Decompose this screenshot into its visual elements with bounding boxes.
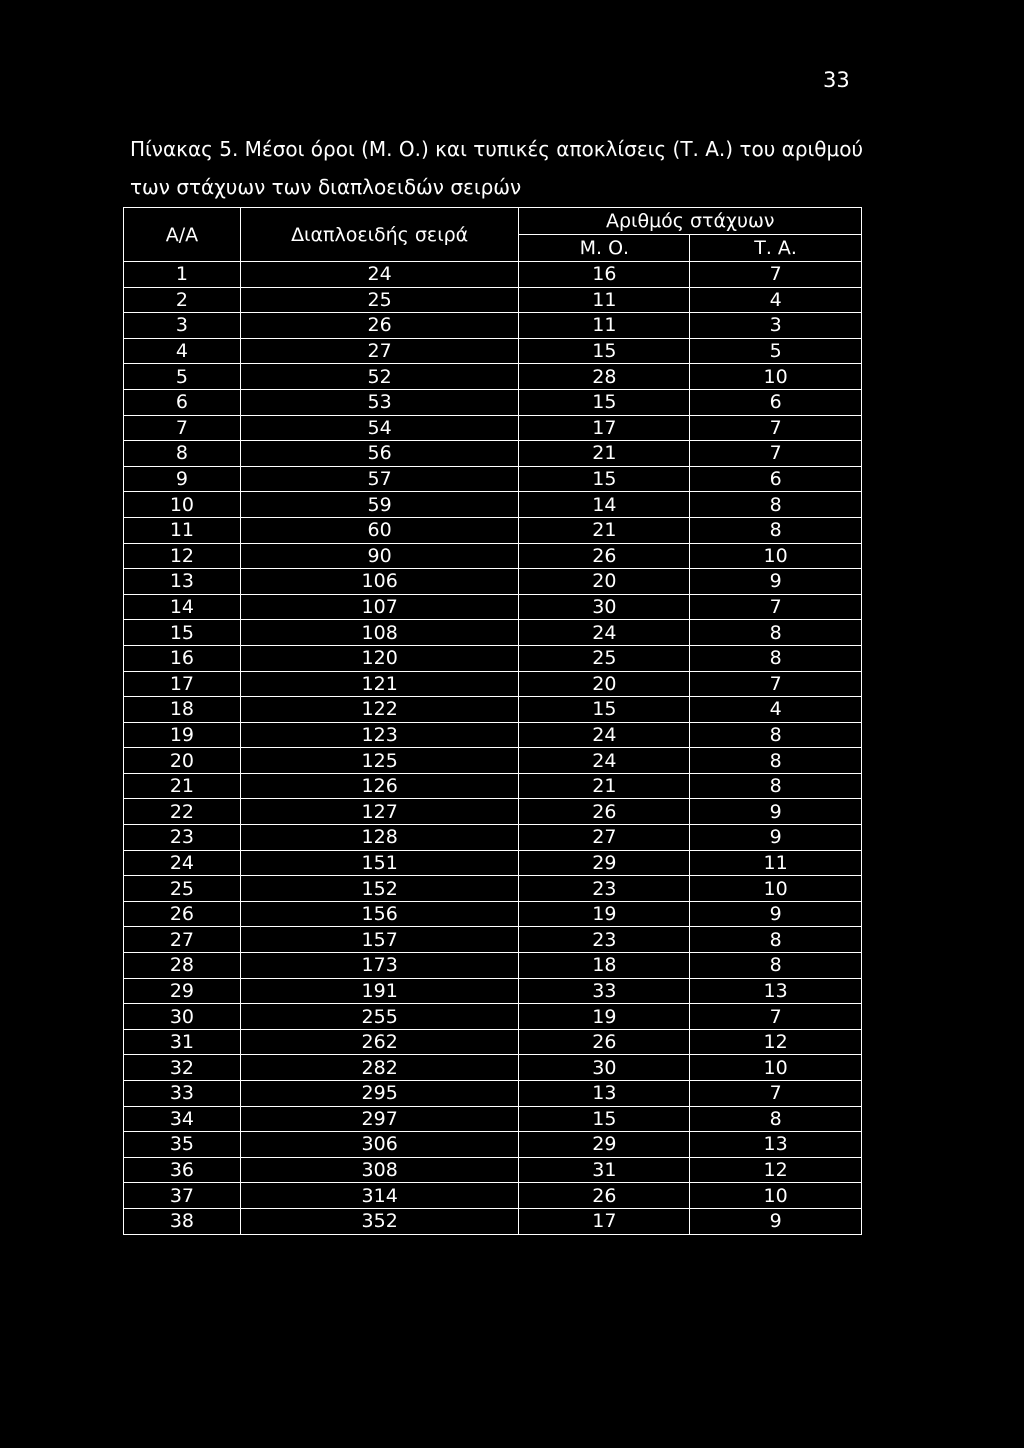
cell-mo: 25 <box>519 645 690 671</box>
cell-mo: 31 <box>519 1157 690 1183</box>
header-mo: Μ. Ο. <box>519 235 690 262</box>
cell-mo: 19 <box>519 901 690 927</box>
cell-seira: 123 <box>240 722 519 748</box>
cell-mo: 26 <box>519 799 690 825</box>
header-seira: Διαπλοειδής σειρά <box>240 208 519 262</box>
cell-mo: 14 <box>519 492 690 518</box>
data-table <box>123 207 862 1235</box>
cell-aa: 29 <box>124 978 241 1004</box>
cell-ta: 10 <box>690 876 862 902</box>
cell-aa: 8 <box>124 441 241 467</box>
cell-aa: 14 <box>124 594 241 620</box>
table-row <box>124 569 862 595</box>
cell-seira: 120 <box>240 645 519 671</box>
cell-mo: 27 <box>519 825 690 851</box>
cell-mo: 24 <box>519 620 690 646</box>
cell-seira: 152 <box>240 876 519 902</box>
header-ta: Τ. Α. <box>690 235 862 262</box>
cell-ta: 9 <box>690 825 862 851</box>
cell-aa: 25 <box>124 876 241 902</box>
cell-ta: 6 <box>690 466 862 492</box>
cell-aa: 5 <box>124 364 241 390</box>
cell-ta: 8 <box>690 1106 862 1132</box>
cell-mo: 26 <box>519 1183 690 1209</box>
cell-mo: 26 <box>519 1029 690 1055</box>
cell-aa: 27 <box>124 927 241 953</box>
cell-ta: 7 <box>690 671 862 697</box>
cell-seira: 122 <box>240 697 519 723</box>
cell-ta: 9 <box>690 569 862 595</box>
cell-seira: 127 <box>240 799 519 825</box>
cell-seira: 128 <box>240 825 519 851</box>
header-group-arithmos: Αριθμός στάχυων <box>519 208 862 235</box>
table-row <box>124 799 862 825</box>
table-row <box>124 262 862 288</box>
cell-aa: 15 <box>124 620 241 646</box>
cell-aa: 26 <box>124 901 241 927</box>
cell-seira: 121 <box>240 671 519 697</box>
table-row <box>124 1055 862 1081</box>
cell-mo: 15 <box>519 697 690 723</box>
cell-mo: 33 <box>519 978 690 1004</box>
cell-ta: 12 <box>690 1157 862 1183</box>
cell-mo: 29 <box>519 1132 690 1158</box>
cell-ta: 11 <box>690 850 862 876</box>
cell-mo: 11 <box>519 313 690 339</box>
cell-mo: 21 <box>519 773 690 799</box>
cell-mo: 13 <box>519 1081 690 1107</box>
cell-ta: 10 <box>690 543 862 569</box>
table-row <box>124 1208 862 1234</box>
table-row <box>124 338 862 364</box>
cell-mo: 23 <box>519 876 690 902</box>
table-row <box>124 1029 862 1055</box>
page-number: 33 <box>823 68 850 92</box>
cell-aa: 1 <box>124 262 241 288</box>
table-caption: Πίνακας 5. Μέσοι όροι (Μ. Ο.) και τυπικές αποκλίσεις (Τ. Α.) του αριθμού των στάχυων των διαπλοειδών σειρών <box>130 137 864 199</box>
table-row <box>124 953 862 979</box>
cell-ta: 8 <box>690 620 862 646</box>
cell-seira: 125 <box>240 748 519 774</box>
cell-ta: 10 <box>690 364 862 390</box>
cell-aa: 21 <box>124 773 241 799</box>
cell-ta: 9 <box>690 799 862 825</box>
table-row <box>124 645 862 671</box>
cell-aa: 17 <box>124 671 241 697</box>
cell-seira: 126 <box>240 773 519 799</box>
cell-mo: 15 <box>519 338 690 364</box>
cell-mo: 15 <box>519 389 690 415</box>
cell-mo: 24 <box>519 748 690 774</box>
cell-aa: 30 <box>124 1004 241 1030</box>
cell-seira: 352 <box>240 1208 519 1234</box>
table-row <box>124 364 862 390</box>
cell-ta: 9 <box>690 1208 862 1234</box>
table-row <box>124 697 862 723</box>
cell-seira: 282 <box>240 1055 519 1081</box>
cell-aa: 20 <box>124 748 241 774</box>
cell-aa: 28 <box>124 953 241 979</box>
cell-seira: 156 <box>240 901 519 927</box>
cell-ta: 12 <box>690 1029 862 1055</box>
table-row <box>124 1183 862 1209</box>
cell-aa: 10 <box>124 492 241 518</box>
cell-ta: 7 <box>690 594 862 620</box>
cell-mo: 30 <box>519 594 690 620</box>
cell-mo: 29 <box>519 850 690 876</box>
table-row <box>124 748 862 774</box>
cell-mo: 17 <box>519 415 690 441</box>
table-row <box>124 1157 862 1183</box>
header-aa: Α/Α <box>124 208 241 262</box>
cell-seira: 297 <box>240 1106 519 1132</box>
table-row <box>124 594 862 620</box>
cell-aa: 34 <box>124 1106 241 1132</box>
cell-aa: 36 <box>124 1157 241 1183</box>
cell-seira: 26 <box>240 313 519 339</box>
cell-aa: 22 <box>124 799 241 825</box>
cell-mo: 28 <box>519 364 690 390</box>
cell-ta: 9 <box>690 901 862 927</box>
cell-mo: 21 <box>519 517 690 543</box>
cell-seira: 173 <box>240 953 519 979</box>
table-row <box>124 441 862 467</box>
cell-ta: 8 <box>690 953 862 979</box>
table-row <box>124 1004 862 1030</box>
table-row <box>124 850 862 876</box>
cell-aa: 38 <box>124 1208 241 1234</box>
cell-mo: 17 <box>519 1208 690 1234</box>
cell-seira: 157 <box>240 927 519 953</box>
cell-aa: 19 <box>124 722 241 748</box>
cell-ta: 8 <box>690 492 862 518</box>
cell-mo: 19 <box>519 1004 690 1030</box>
table-row <box>124 876 862 902</box>
cell-ta: 7 <box>690 415 862 441</box>
cell-seira: 27 <box>240 338 519 364</box>
cell-mo: 15 <box>519 1106 690 1132</box>
table-row <box>124 543 862 569</box>
cell-seira: 107 <box>240 594 519 620</box>
cell-seira: 56 <box>240 441 519 467</box>
cell-aa: 11 <box>124 517 241 543</box>
cell-aa: 7 <box>124 415 241 441</box>
cell-seira: 191 <box>240 978 519 1004</box>
cell-ta: 13 <box>690 1132 862 1158</box>
cell-mo: 26 <box>519 543 690 569</box>
cell-mo: 20 <box>519 671 690 697</box>
cell-seira: 295 <box>240 1081 519 1107</box>
table-row <box>124 620 862 646</box>
table-row <box>124 389 862 415</box>
cell-aa: 6 <box>124 389 241 415</box>
cell-seira: 90 <box>240 543 519 569</box>
cell-ta: 8 <box>690 773 862 799</box>
cell-ta: 7 <box>690 1081 862 1107</box>
cell-ta: 8 <box>690 645 862 671</box>
cell-ta: 3 <box>690 313 862 339</box>
cell-seira: 314 <box>240 1183 519 1209</box>
cell-aa: 23 <box>124 825 241 851</box>
cell-ta: 4 <box>690 287 862 313</box>
cell-aa: 12 <box>124 543 241 569</box>
table-row <box>124 466 862 492</box>
cell-seira: 255 <box>240 1004 519 1030</box>
table-row <box>124 287 862 313</box>
table-row <box>124 773 862 799</box>
cell-seira: 151 <box>240 850 519 876</box>
cell-ta: 8 <box>690 927 862 953</box>
table-body <box>124 262 862 1235</box>
cell-aa: 4 <box>124 338 241 364</box>
cell-seira: 108 <box>240 620 519 646</box>
cell-seira: 52 <box>240 364 519 390</box>
table-row <box>124 1081 862 1107</box>
cell-seira: 53 <box>240 389 519 415</box>
cell-ta: 10 <box>690 1183 862 1209</box>
table-row <box>124 671 862 697</box>
cell-aa: 31 <box>124 1029 241 1055</box>
cell-ta: 6 <box>690 389 862 415</box>
cell-aa: 35 <box>124 1132 241 1158</box>
cell-seira: 106 <box>240 569 519 595</box>
table-row <box>124 978 862 1004</box>
cell-seira: 308 <box>240 1157 519 1183</box>
cell-mo: 16 <box>519 262 690 288</box>
table-row <box>124 1106 862 1132</box>
cell-ta: 7 <box>690 1004 862 1030</box>
cell-seira: 262 <box>240 1029 519 1055</box>
table-row <box>124 517 862 543</box>
cell-aa: 32 <box>124 1055 241 1081</box>
cell-ta: 8 <box>690 517 862 543</box>
cell-mo: 24 <box>519 722 690 748</box>
cell-ta: 13 <box>690 978 862 1004</box>
cell-aa: 18 <box>124 697 241 723</box>
cell-mo: 21 <box>519 441 690 467</box>
cell-mo: 20 <box>519 569 690 595</box>
table-row <box>124 415 862 441</box>
cell-seira: 54 <box>240 415 519 441</box>
cell-mo: 11 <box>519 287 690 313</box>
cell-aa: 24 <box>124 850 241 876</box>
cell-ta: 8 <box>690 722 862 748</box>
cell-mo: 23 <box>519 927 690 953</box>
cell-seira: 24 <box>240 262 519 288</box>
table-row <box>124 1132 862 1158</box>
table-row <box>124 927 862 953</box>
table-row <box>124 825 862 851</box>
cell-aa: 3 <box>124 313 241 339</box>
cell-seira: 25 <box>240 287 519 313</box>
cell-seira: 59 <box>240 492 519 518</box>
cell-aa: 13 <box>124 569 241 595</box>
cell-aa: 33 <box>124 1081 241 1107</box>
cell-seira: 306 <box>240 1132 519 1158</box>
table-row <box>124 722 862 748</box>
cell-aa: 16 <box>124 645 241 671</box>
cell-ta: 7 <box>690 262 862 288</box>
cell-aa: 2 <box>124 287 241 313</box>
cell-ta: 5 <box>690 338 862 364</box>
table-row <box>124 901 862 927</box>
cell-aa: 9 <box>124 466 241 492</box>
cell-mo: 18 <box>519 953 690 979</box>
cell-mo: 15 <box>519 466 690 492</box>
cell-ta: 4 <box>690 697 862 723</box>
table-row <box>124 313 862 339</box>
cell-seira: 57 <box>240 466 519 492</box>
cell-ta: 8 <box>690 748 862 774</box>
table-row <box>124 492 862 518</box>
cell-ta: 7 <box>690 441 862 467</box>
cell-mo: 30 <box>519 1055 690 1081</box>
cell-seira: 60 <box>240 517 519 543</box>
cell-ta: 10 <box>690 1055 862 1081</box>
cell-aa: 37 <box>124 1183 241 1209</box>
